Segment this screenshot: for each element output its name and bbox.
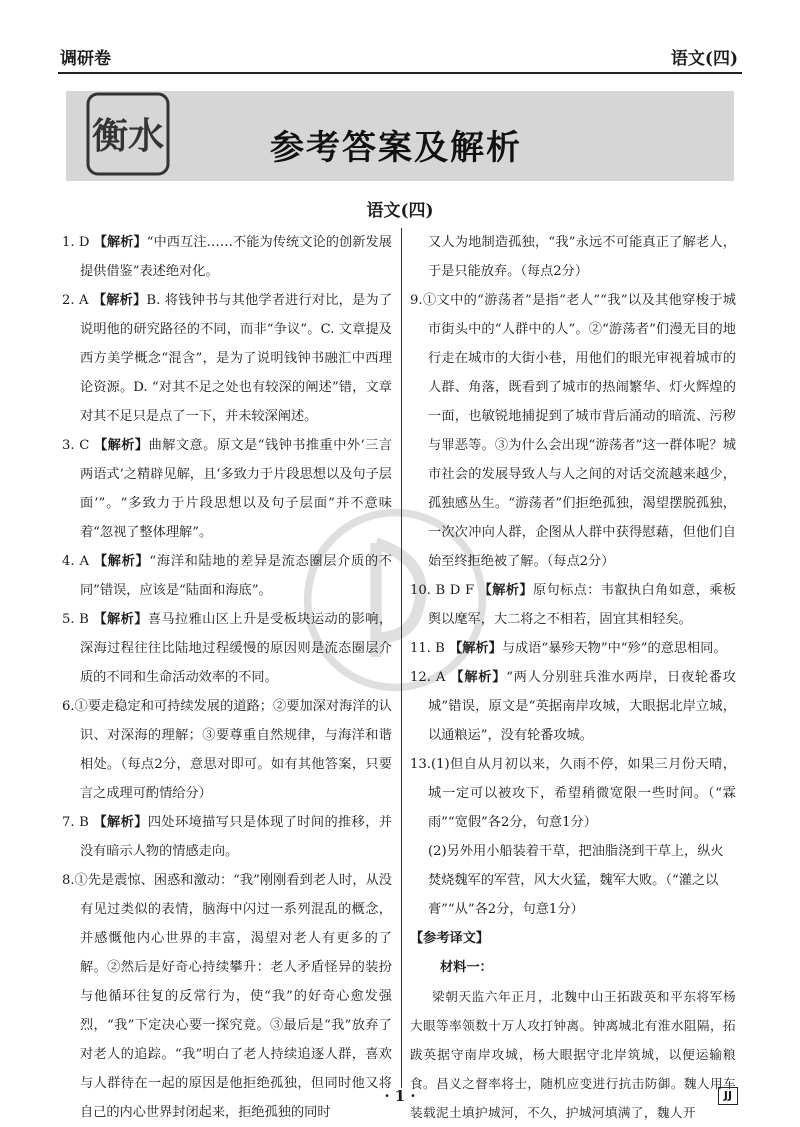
analysis-tag: 【解析】 (450, 670, 507, 685)
answer-item (62, 547, 392, 605)
answer-item (62, 692, 392, 808)
reference-subheading: 材料一： (440, 960, 493, 975)
right-column (410, 228, 736, 1127)
analysis-tag: 【解析】 (93, 438, 149, 453)
analysis-tag: 【解析】 (93, 612, 148, 627)
answer-text: 四处环境描写只是体现了时间的推移，并没有暗示人物的情感走向。 (80, 815, 393, 859)
analysis-tag: 【解析】 (93, 235, 147, 250)
subject-subtitle: 语文(四) (366, 201, 434, 221)
answer-number: 13. (410, 757, 431, 772)
analysis-tag: 【解析】 (449, 641, 502, 656)
header-rule (58, 72, 742, 74)
seal-text: 衡水 (91, 115, 165, 157)
answer-item (410, 634, 736, 663)
answer-item (62, 286, 392, 431)
answer-13-part-2: (2)另外用小船装着干草，把油脂浇到干草上，纵火焚烧魏军的军营，风大火猛，魏军大败。（“灌之以膏”“从”各2分，句意1分） (428, 844, 724, 917)
answer-item (410, 750, 736, 837)
answer-number: 6. (62, 699, 75, 714)
answer-text: ①先是震惊、困惑和激动：“我”刚刚看到老人时，从没有见过类似的表情，脑海中闪过一系列混乱的概念，并感慨他内心世界的丰富，渴望对老人有更多的了解。②然后是好奇心持续攀升：老人矛盾怪异的装扮与他循环往复的反常行为，使“我”的好奇心愈发强烈，“我”下定决心要一探究竟。③最后是“我”放弃了对老人的追踪。“我”明白了老人持续追逐人群，喜欢与人群待在一起的原因是他拒绝孤独，但同时他又将自己的内心世界封闭起来，拒绝孤独的同时 (74, 873, 392, 1120)
page-title: 参考答案及解析 (270, 128, 522, 168)
header-right-label: 语文(四) (670, 49, 738, 69)
answer-text: 曲解文意。原文是“钱钟书推重中外‘三言两语式’之精辟见解，且‘多致力于片段思想以及句子层面’”。“多致力于片段思想以及句子层面”并不意味着“忽视了整体理解”。 (80, 438, 392, 540)
answer-text: ①要走稳定和可持续发展的道路；②要加深对海洋的认识、对深海的理解；③要尊重自然规律，与海洋和谐相处。（每点2分，意思对即可。如有其他答案，只要言之成理可酌情给分） (74, 699, 392, 801)
column-divider (401, 228, 402, 1088)
answer-item (62, 605, 392, 692)
left-column (62, 228, 392, 1127)
page-number: · 1 · (384, 1087, 416, 1105)
answer-number: 2. A (62, 293, 89, 308)
answer-text: “两人分别驻兵淮水两岸，日夜轮番攻城”错误，原文是“英据南岸攻城，大眼据北岸立城，以通粮运”，没有轮番攻城。 (428, 670, 736, 743)
analysis-tag: 【解析】 (478, 583, 533, 598)
seal-logo-icon (86, 92, 170, 176)
answer-text: (1)但自从月初以来，久雨不停，如果三月份天晴，城一定可以被攻下，希望稍微宽限一些时间。（“霖雨”“宽假”各2分，句意1分） (428, 757, 736, 830)
answer-item (410, 663, 736, 750)
answer-number: 3. C (62, 438, 90, 453)
answer-number: 10. B D F (410, 583, 475, 598)
answer-item (62, 431, 392, 547)
answer-number: 7. B (62, 815, 89, 830)
analysis-tag: 【解析】 (93, 554, 150, 569)
answer-item (410, 576, 736, 634)
answer-item (62, 228, 392, 286)
reference-heading: 【参考译文】 (410, 931, 490, 946)
answer-number: 9. (410, 293, 423, 308)
answer-number: 8. (62, 873, 75, 888)
answer-text: 与成语“暴殄天物”中“殄”的意思相同。 (501, 641, 727, 656)
answer-text: ①文中的“游荡者”是指“老人”“我”以及其他穿梭于城市街头中的“人群中的人”。②“游荡者”们漫无目的地行走在城市的大街小巷，用他们的眼光审视着城市的人群、角落，既看到了城市的热闹繁华、灯火辉煌的一面，也敏锐地捕捉到了城市背后涌动的暗流、污秽与罪恶等。③为什么会出现“游荡者”这一群体呢？城市社会的发展导致人与人之间的对话交流越来越少，孤独感丛生。“游荡者”们拒绝孤独，渴望摆脱孤独，一次次冲向人群，企图从人群中获得慰藉，但他们自始至终拒绝被了解。（每点2分） (422, 293, 736, 569)
answer-number: 11. B (410, 641, 445, 656)
corner-badge: JJ (718, 1087, 738, 1105)
answer-text: B. 将钱钟书与其他学者进行对比，是为了说明他的研究路径的不同，而非“争议”。C. 文章提及西方美学概念“混含”，是为了说明钱钟书融汇中西理论资源。D. “对其不足之处也有较深的阐述”错，文章对其不足只是点了一下，并未较深阐述。 (80, 293, 392, 424)
answer-number: 12. A (410, 670, 446, 685)
answer-text: “中西互注……不能为传统文论的创新发展提供借鉴”表述绝对化。 (80, 235, 392, 279)
answer-text: 原句标点：韦叡执白角如意，乘板舆以麾军，大二将之不相若，固宜其相轻矣。 (428, 583, 737, 627)
answer-number: 1. D (62, 235, 90, 250)
answer-text: 喜马拉雅山区上升是受板块运动的影响，深海过程往往比陆地过程缓慢的原因则是流态圈层介质的不同和生命活动效率的不同。 (80, 612, 393, 685)
answer-text: “海洋和陆地的差异是流态圈层介质的不同”错误，应该是“陆面和海底”。 (80, 554, 392, 598)
reference-translation: 梁朝天监六年正月，北魏中山王拓跋英和平东将军杨大眼等率领数十万人攻打钟离。钟离城北有淮水阻隔，拓跋英据守南岸攻城，杨大眼据守北岸筑城，以便运输粮食。昌义之督率将士，随机应变进行抗击防御。魏人用车装载泥土填护城河，不久，护城河填满了，魏人开 (410, 989, 736, 1120)
header-left-label: 调研卷 (60, 49, 111, 69)
answer-item (410, 286, 736, 576)
continued-text: 又人为地制造孤独，“我”永远不可能真正了解老人，于是只能放弃。（每点2分） (428, 235, 736, 279)
analysis-tag: 【解析】 (92, 293, 147, 308)
analysis-tag: 【解析】 (93, 815, 148, 830)
answer-number: 5. B (62, 612, 89, 627)
answer-item (62, 808, 392, 866)
answer-number: 4. A (62, 554, 89, 569)
